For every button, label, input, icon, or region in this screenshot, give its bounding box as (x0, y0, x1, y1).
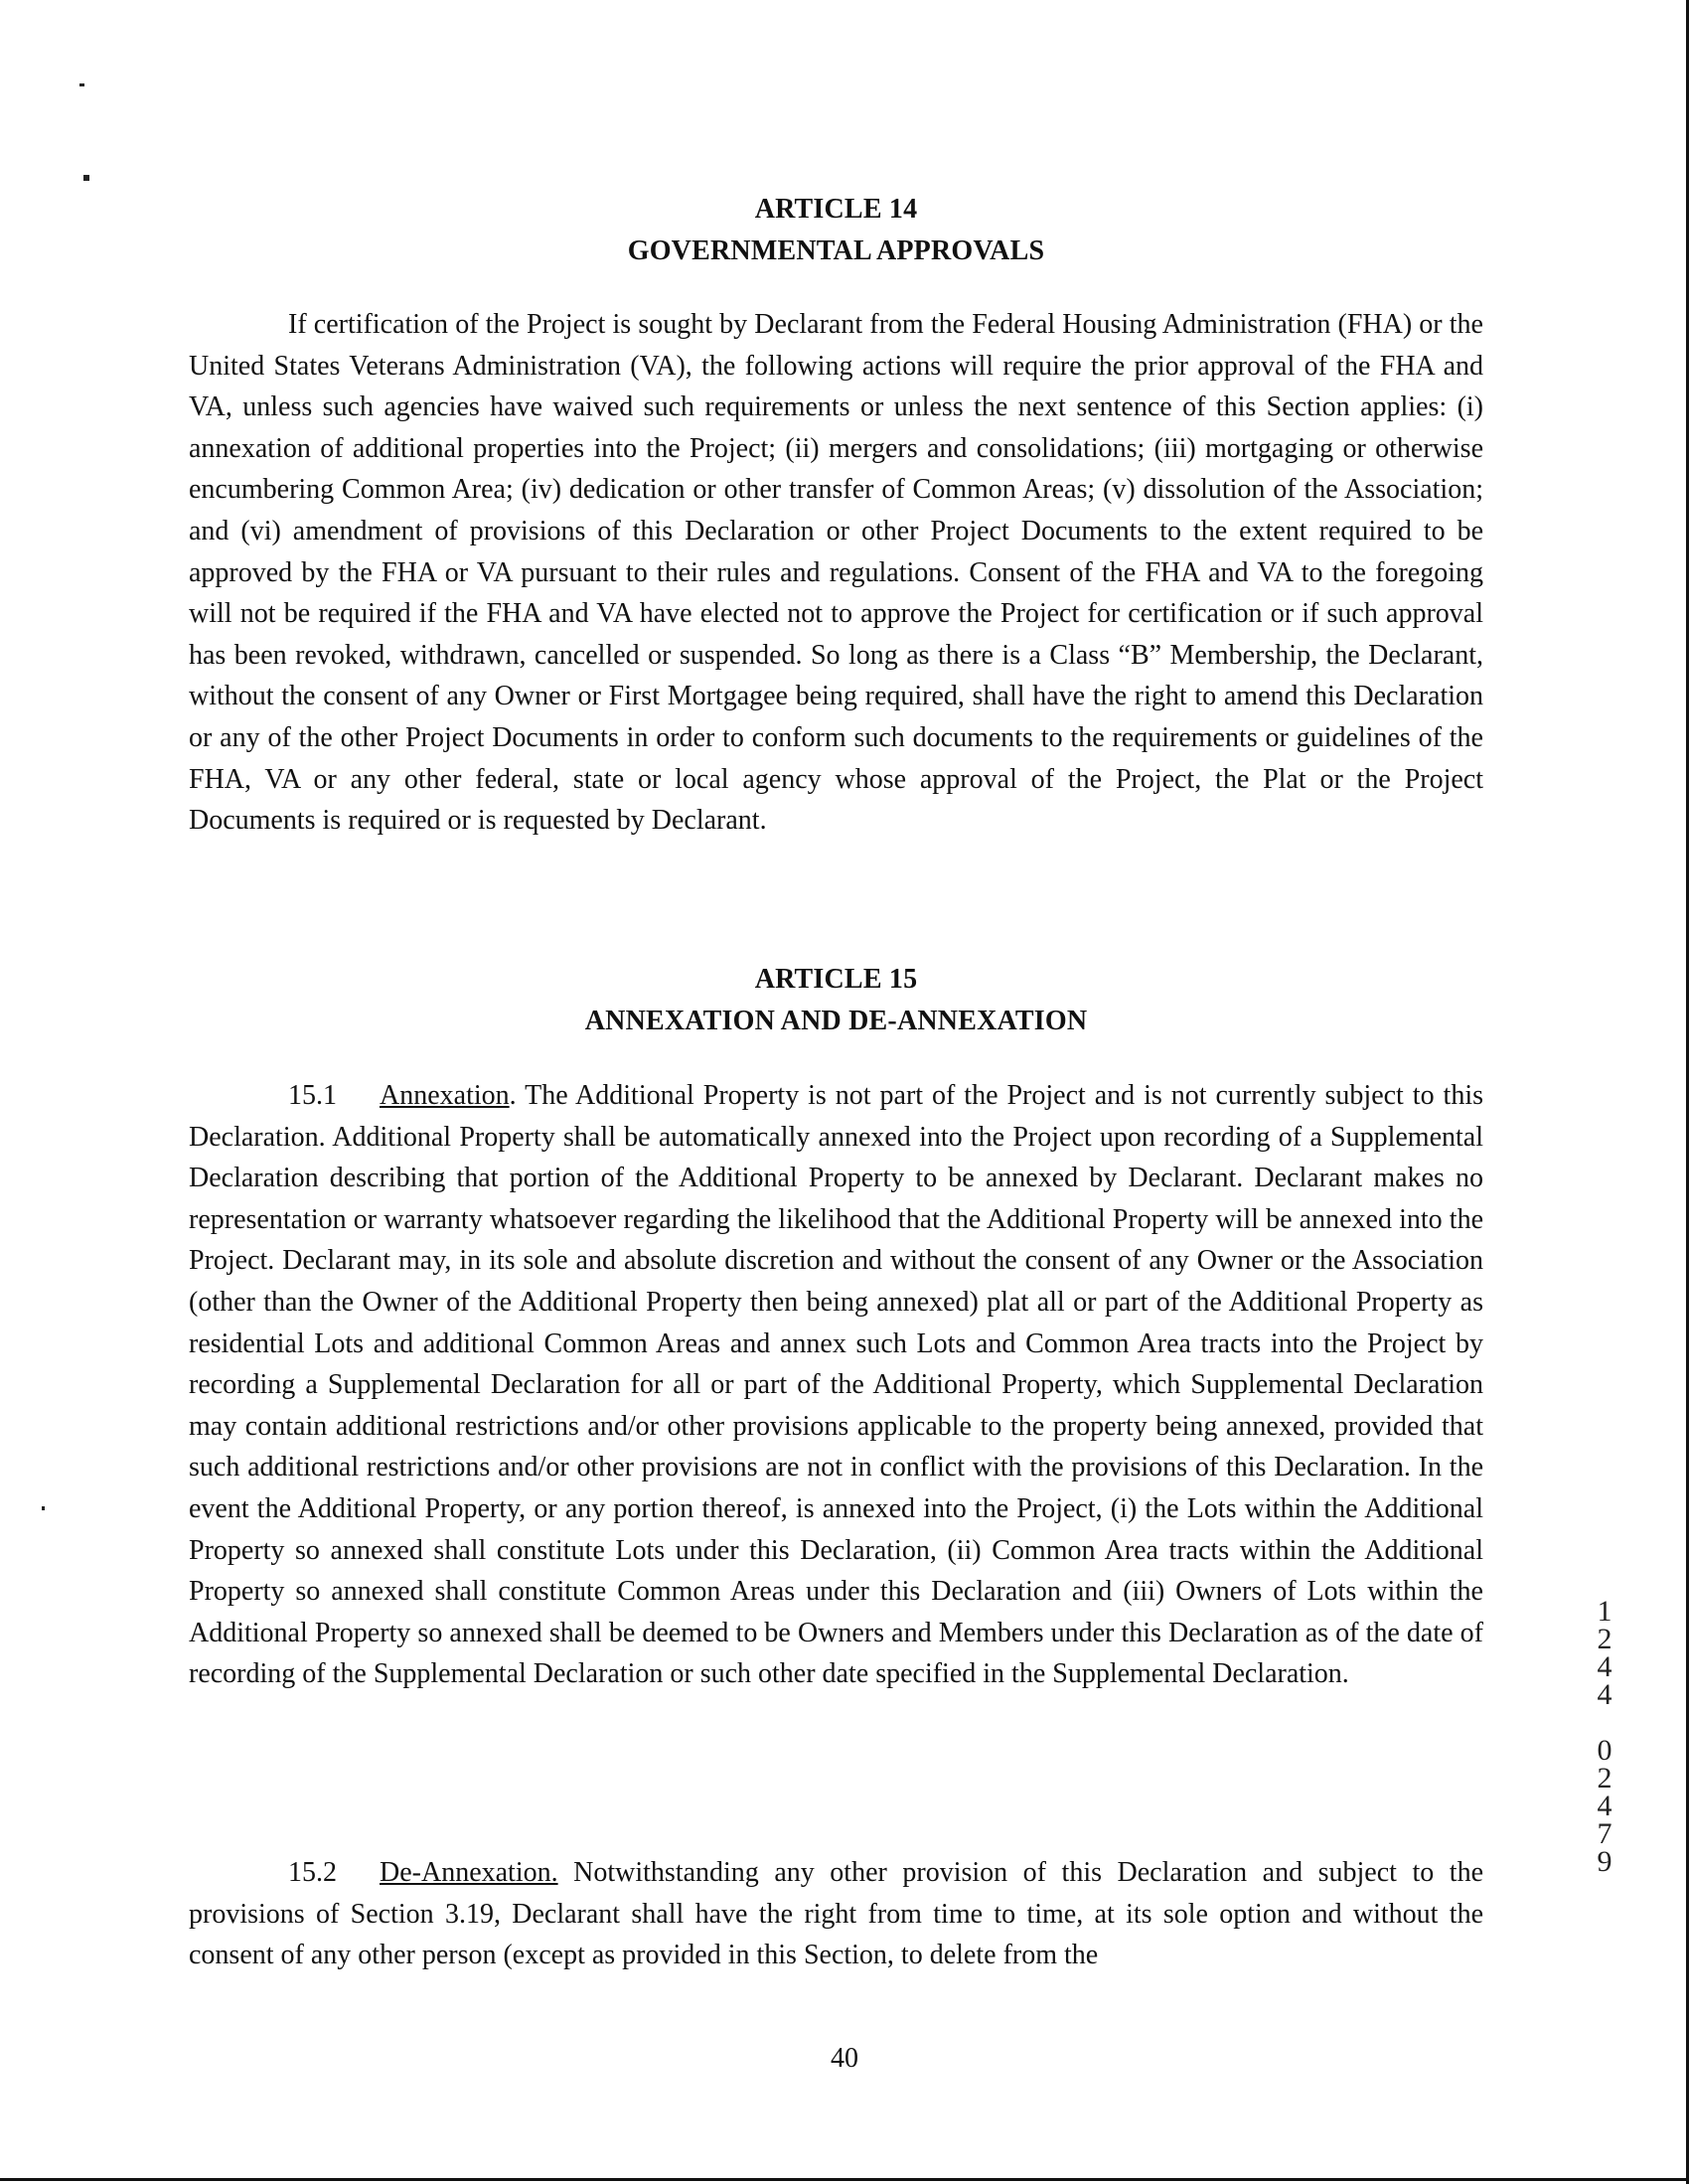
recording-digit: 4 (1597, 1650, 1612, 1683)
article-14-number: ARTICLE 14 (754, 194, 918, 225)
recording-digit: 1 (1597, 1595, 1612, 1628)
recording-gap (1590, 1709, 1619, 1737)
recording-digit: 9 (1597, 1845, 1612, 1878)
scan-speck (42, 1506, 45, 1510)
scan-speck (79, 83, 84, 86)
article-15-title: ANNEXATION AND DE-ANNEXATION (584, 1006, 1088, 1036)
article-14-title: GOVERNMENTAL APPROVALS (627, 235, 1045, 266)
recording-digit: 2 (1597, 1623, 1612, 1655)
article-14-body: If certification of the Project is sought by Declarant from the Federal Housing Administration (FHA) or the United States Veterans Administration (VA), the following actions will require the prior approval of the FHA and VA, unless such agencies have waived such requirements or unless the next sentence of this Section applies: (i) annexation of additional properties into the Project; (ii) mergers and consolidations; (iii) mortgaging or otherwise encumbering Common Area; (iv) dedication or other transfer of Common Areas; (v) dissolution of the Association; and (vi) amendment of provisions of this Declaration or other Project Documents to the extent required to be approved by the FHA or VA pursuant to their rules and regulations. Consent of the FHA and VA to the foregoing will not be required if the FHA and VA have elected not to approve the Project for certification or if such approval has been revoked, withdrawn, cancelled or suspended. So long as there is a Class “B” Membership, the Declarant, without the consent of any Owner or First Mortgagee being required, shall have the right to amend this Declaration or any of the other Project Documents in order to conform such documents to the requirements or guidelines of the FHA, VA or any other federal, state or local agency whose approval of the Project, the Plat or the Project Documents is required or is requested by Declarant. (189, 309, 1483, 837)
section-15-1-number: 15.1 (288, 1080, 337, 1111)
recording-digit: 0 (1597, 1734, 1612, 1767)
recording-digit: 2 (1597, 1762, 1612, 1794)
page-number: 40 (831, 2043, 858, 2074)
section-15-2 (189, 1852, 1483, 1976)
section-15-2-number: 15.2 (288, 1857, 337, 1888)
scan-edge-line (0, 2178, 1689, 2181)
section-15-1-body: . The Additional Property is not part of the Project and is not currently subject to this Declaration. Additional Property shall be automatically annexed into the Project upon recording of a Supplemental Declaration describing that portion of the Additional Property to be annexed by Declarant. Declarant makes no representation or warranty whatsoever regarding the likelihood that the Additional Property will be annexed into the Project. Declarant may, in its sole and absolute discretion and without the consent of any Owner or the Association (other than the Owner of the Additional Property then being annexed) plat all or part of the Additional Property as residential Lots and additional Common Areas and annex such Lots and Common Area tracts into the Project by recording a Supplemental Declaration for all or part of the Additional Property, which Supplemental Declaration may contain additional restrictions and/or other provisions applicable to the property being annexed, provided that such additional restrictions and/or other provisions are not in conflict with the provisions of this Declaration. In the event the Additional Property, or any portion thereof, is annexed into the Project, (i) the Lots within the Additional Property so annexed shall constitute Lots under this Declaration, (ii) Common Area tracts within the Additional Property so annexed shall constitute Common Areas under this Declaration and (iii) Owners of Lots within the Additional Property so annexed shall be deemed to be Owners and Members under this Declaration as of the date of recording of the Supplemental Declaration or such other date specified in the Supplemental Declaration. (189, 1080, 1483, 1690)
section-15-2-body: Notwithstanding any other provision of this Declaration and subject to the provisions of Section 3.19, Declarant shall have the right from time to time, at its sole option and without the consent of any other person (except as provided in this Section, to delete from the (189, 1857, 1483, 1971)
section-15-2-heading: De-Annexation. (380, 1857, 558, 1888)
section-15-1-heading: Annexation (380, 1080, 510, 1111)
section-15-1 (189, 1075, 1483, 1695)
recording-digit: 4 (1597, 1678, 1612, 1711)
recording-digit: 4 (1597, 1790, 1612, 1822)
recording-number (1590, 1595, 1619, 1878)
recording-digit: 7 (1597, 1817, 1612, 1850)
scan-speck (83, 175, 89, 181)
article-15-number: ARTICLE 15 (754, 964, 918, 995)
